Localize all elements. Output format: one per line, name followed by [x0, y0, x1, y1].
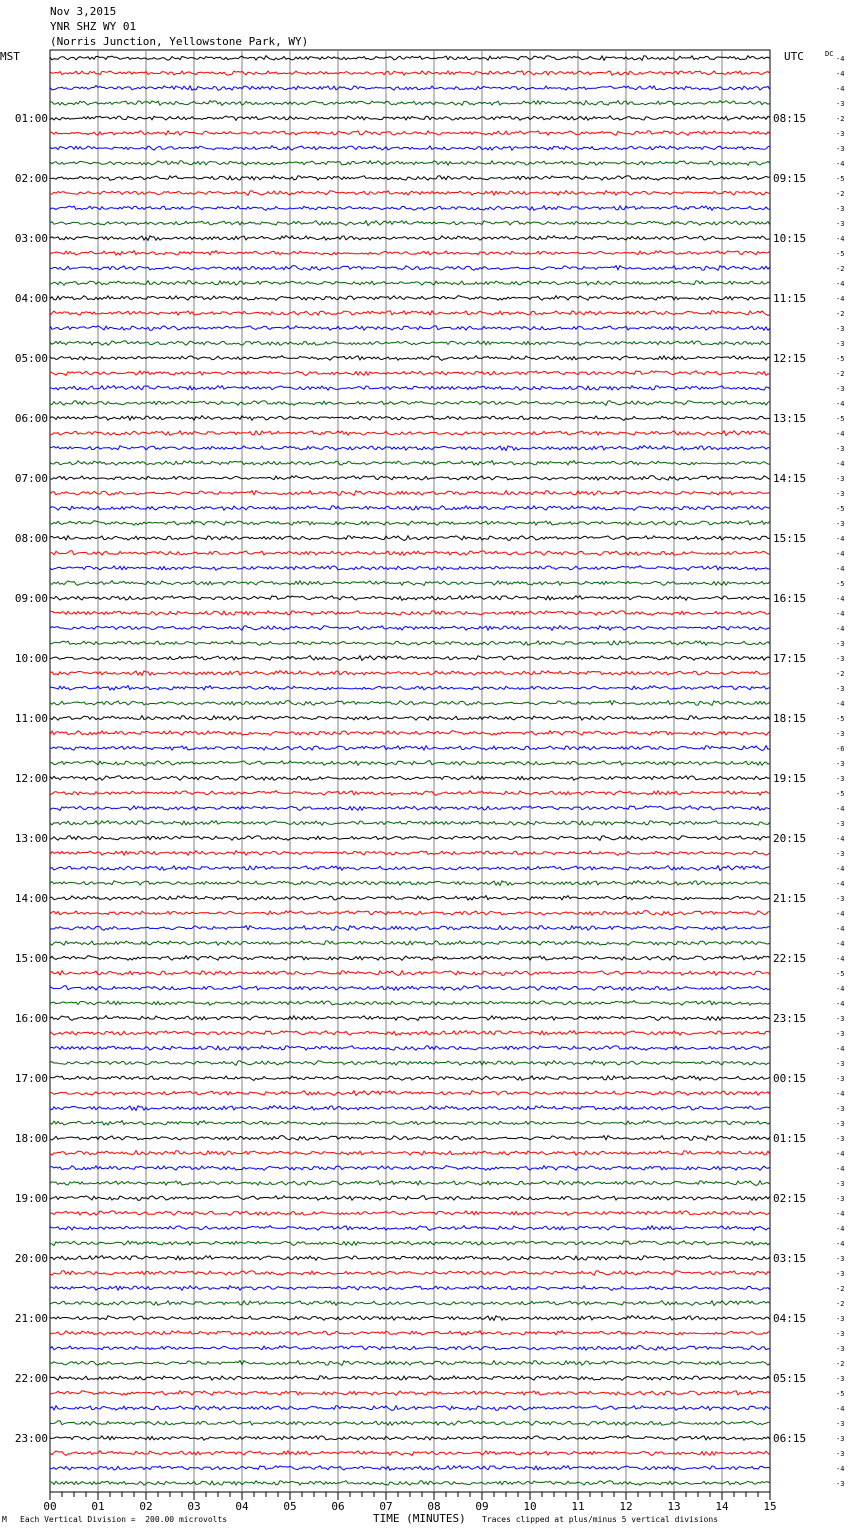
x-tick-label: 08 — [427, 1500, 441, 1513]
mst-hour-label: 07:00 — [14, 472, 48, 485]
mst-hour-label: 19:00 — [14, 1192, 48, 1205]
mst-hour-label: 16:00 — [14, 1012, 48, 1025]
dc-offset-label: -4 — [836, 865, 845, 873]
seismic-trace — [50, 536, 770, 541]
mst-hour-label: 14:00 — [14, 892, 48, 905]
seismic-trace — [50, 581, 770, 586]
seismic-trace — [50, 311, 770, 316]
dc-offset-label: -4 — [836, 985, 845, 993]
seismic-trace — [50, 386, 770, 391]
mst-hour-label: 06:00 — [14, 412, 48, 425]
dc-offset-label: -2 — [836, 1360, 845, 1368]
x-tick-label: 03 — [187, 1500, 201, 1513]
seismic-trace — [50, 746, 770, 751]
seismic-trace — [50, 101, 770, 106]
seismic-trace — [50, 626, 770, 631]
seismic-trace — [50, 1241, 770, 1246]
seismic-trace — [50, 1001, 770, 1006]
seismic-trace — [50, 191, 770, 196]
dc-offset-label: -4 — [836, 910, 845, 918]
dc-offset-label: -2 — [836, 1300, 845, 1308]
dc-offset-label: -2 — [836, 115, 845, 123]
seismic-trace — [50, 161, 770, 166]
corner-mark: M — [2, 1515, 7, 1524]
mst-hour-label: 22:00 — [14, 1372, 48, 1385]
seismic-trace — [50, 881, 770, 886]
x-tick-label: 13 — [667, 1500, 681, 1513]
dc-offset-label: -4 — [836, 1150, 845, 1158]
dc-offset-label: -4 — [836, 610, 845, 618]
dc-offset-label: -2 — [836, 1285, 845, 1293]
utc-hour-label: 22:15 — [773, 952, 807, 965]
x-tick-label: 05 — [283, 1500, 297, 1513]
utc-hour-label: 14:15 — [773, 472, 807, 485]
dc-offset-label: -3 — [836, 490, 845, 498]
seismic-trace — [50, 911, 770, 916]
seismic-trace — [50, 566, 770, 571]
dc-offset-label: -4 — [836, 55, 845, 63]
dc-offset-label: -3 — [836, 325, 845, 333]
seismic-trace — [50, 656, 770, 661]
utc-hour-label: 16:15 — [773, 592, 807, 605]
seismic-trace — [50, 1016, 770, 1021]
dc-offset-label: -3 — [836, 1270, 845, 1278]
seismic-trace — [50, 866, 770, 871]
seismic-trace — [50, 551, 770, 556]
seismic-trace — [50, 986, 770, 991]
seismic-trace — [50, 1331, 770, 1336]
seismic-trace — [50, 431, 770, 436]
dc-offset-label: -4 — [836, 70, 845, 78]
dc-offset-label: -3 — [836, 850, 845, 858]
x-tick-label: 14 — [715, 1500, 729, 1513]
seismic-trace — [50, 1106, 770, 1111]
seismic-trace — [50, 686, 770, 690]
seismic-trace — [50, 401, 770, 406]
seismic-trace — [50, 1136, 770, 1141]
dc-offset-label: -2 — [836, 310, 845, 318]
utc-hour-label: 11:15 — [773, 292, 807, 305]
dc-offset-label: -3 — [836, 340, 845, 348]
seismic-trace — [50, 716, 770, 721]
x-tick-label: 15 — [763, 1500, 777, 1513]
seismic-trace — [50, 1466, 770, 1471]
seismic-trace — [50, 1406, 770, 1411]
seismic-trace — [50, 266, 770, 271]
seismic-trace — [50, 56, 770, 61]
dc-offset-label: -3 — [836, 1135, 845, 1143]
seismic-trace — [50, 221, 770, 226]
utc-hour-label: 13:15 — [773, 412, 807, 425]
dc-offset-label: -2 — [836, 670, 845, 678]
seismic-trace — [50, 1121, 770, 1125]
dc-offset-label: -3 — [836, 1195, 845, 1203]
seismic-trace — [50, 671, 770, 676]
mst-hour-label: 09:00 — [14, 592, 48, 605]
station-label: YNR SHZ WY 01 — [50, 20, 137, 33]
mst-hour-label: 02:00 — [14, 172, 48, 185]
seismic-trace — [50, 1091, 770, 1096]
utc-hour-label: 17:15 — [773, 652, 807, 665]
x-tick-label: 10 — [523, 1500, 537, 1513]
dc-offset-label: -3 — [836, 685, 845, 693]
dc-offset-label: -5 — [836, 790, 845, 798]
mst-hour-label: 18:00 — [14, 1132, 48, 1145]
seismic-trace — [50, 1436, 770, 1441]
x-tick-label: 06 — [331, 1500, 345, 1513]
dc-offset-label: -3 — [836, 1435, 845, 1443]
seismic-trace — [50, 836, 770, 841]
dc-offset-label: -4 — [836, 460, 845, 468]
seismic-trace — [50, 731, 770, 736]
utc-hour-label: 06:15 — [773, 1432, 807, 1445]
utc-hour-label: 03:15 — [773, 1252, 807, 1265]
seismic-trace — [50, 461, 770, 466]
dc-offset-label: -4 — [836, 235, 845, 243]
date-label: Nov 3,2015 — [50, 5, 117, 18]
seismic-trace — [50, 491, 770, 496]
dc-offset-label: -5 — [836, 250, 845, 258]
dc-offset-label: -5 — [836, 415, 845, 423]
dc-offset-label: -4 — [836, 1045, 845, 1053]
utc-hour-label: 01:15 — [773, 1132, 807, 1145]
dc-offset-label: -4 — [836, 1165, 845, 1173]
x-tick-label: 09 — [475, 1500, 489, 1513]
dc-offset-label: -5 — [836, 970, 845, 978]
utc-hour-label: 23:15 — [773, 1012, 807, 1025]
mst-hour-label: 11:00 — [14, 712, 48, 725]
dc-offset-label: -3 — [836, 655, 845, 663]
utc-hour-label: 20:15 — [773, 832, 807, 845]
dc-offset-label: -4 — [836, 400, 845, 408]
mst-hour-label: 21:00 — [14, 1312, 48, 1325]
dc-offset-label: -3 — [836, 145, 845, 153]
dc-offset-label: -4 — [836, 955, 845, 963]
seismic-trace — [50, 851, 770, 856]
seismic-trace — [50, 506, 770, 511]
seismic-trace — [50, 896, 770, 901]
mst-hour-label: 01:00 — [14, 112, 48, 125]
plot-frame — [50, 50, 770, 1492]
mst-label: MST — [0, 50, 20, 63]
utc-hour-label: 21:15 — [773, 892, 807, 905]
seismic-trace — [50, 356, 770, 361]
dc-offset-label: -4 — [836, 430, 845, 438]
dc-offset-label: -4 — [836, 280, 845, 288]
seismic-trace — [50, 476, 770, 481]
seismic-trace — [50, 521, 770, 526]
dc-offset-label: -4 — [836, 700, 845, 708]
utc-hour-label: 02:15 — [773, 1192, 807, 1205]
dc-offset-label: -4 — [836, 1225, 845, 1233]
dc-offset-label: -3 — [836, 1345, 845, 1353]
mst-hour-label: 23:00 — [14, 1432, 48, 1445]
clip-note: Traces clipped at plus/minus 5 vertical divisions — [482, 1515, 719, 1524]
seismic-trace — [50, 761, 770, 766]
dc-offset-label: -4 — [836, 835, 845, 843]
dc-offset-label: -5 — [836, 715, 845, 723]
dc-offset-label: -3 — [836, 100, 845, 108]
dc-offset-label: -3 — [836, 205, 845, 213]
seismic-trace — [50, 701, 770, 706]
mst-hour-label: 03:00 — [14, 232, 48, 245]
seismic-trace — [50, 326, 770, 331]
seismic-trace — [50, 1451, 770, 1456]
utc-hour-label: 18:15 — [773, 712, 807, 725]
seismic-trace — [50, 116, 770, 121]
seismic-trace — [50, 1346, 770, 1351]
seismic-trace — [50, 206, 770, 211]
dc-offset-label: -4 — [836, 85, 845, 93]
dc-offset-label: -3 — [836, 820, 845, 828]
seismic-trace — [50, 146, 770, 151]
dc-offset-label: -6 — [836, 745, 845, 753]
dc-offset-label: -4 — [836, 535, 845, 543]
dc-offset-label: -2 — [836, 265, 845, 273]
dc-offset-label: -4 — [836, 1210, 845, 1218]
seismic-trace — [50, 176, 770, 181]
seismic-trace — [50, 371, 770, 376]
utc-hour-label: 12:15 — [773, 352, 807, 365]
dc-offset-label: -3 — [836, 1255, 845, 1263]
dc-offset-label: -5 — [836, 1390, 845, 1398]
utc-hour-label: 00:15 — [773, 1072, 807, 1085]
dc-offset-label: -4 — [836, 1405, 845, 1413]
dc-offset-label: -4 — [836, 625, 845, 633]
utc-hour-label: 10:15 — [773, 232, 807, 245]
dc-offset-label: -3 — [836, 445, 845, 453]
scale-note: Each Vertical Division = 200.00 microvolts — [20, 1515, 228, 1524]
dc-offset-label: -4 — [836, 550, 845, 558]
seismic-trace — [50, 806, 770, 811]
seismic-trace — [50, 641, 770, 646]
dc-offset-label: -5 — [836, 505, 845, 513]
dc-offset-label: -5 — [836, 175, 845, 183]
seismic-trace — [50, 791, 770, 796]
dc-offset-label: -3 — [836, 1180, 845, 1188]
mst-hour-label: 05:00 — [14, 352, 48, 365]
seismic-trace — [50, 941, 770, 946]
dc-offset-label: -3 — [836, 1375, 845, 1383]
utc-label: UTC — [784, 50, 804, 63]
x-tick-label: 07 — [379, 1500, 393, 1513]
dc-offset-label: -3 — [836, 1060, 845, 1068]
seismic-trace — [50, 1481, 770, 1486]
dc-offset-label: -3 — [836, 1105, 845, 1113]
utc-hour-label: 19:15 — [773, 772, 807, 785]
dc-offset-label: -3 — [836, 640, 845, 648]
seismic-trace — [50, 1376, 770, 1381]
dc-offset-label: -4 — [836, 565, 845, 573]
dc-offset-label: -3 — [836, 1480, 845, 1488]
x-tick-label: 04 — [235, 1500, 249, 1513]
seismic-trace — [50, 596, 770, 601]
seismic-trace — [50, 611, 770, 616]
dc-offset-label: -3 — [836, 1450, 845, 1458]
seismic-trace — [50, 1046, 770, 1051]
dc-offset-label: -4 — [836, 1090, 845, 1098]
mst-hour-label: 13:00 — [14, 832, 48, 845]
dc-offset-label: -3 — [836, 1015, 845, 1023]
seismic-trace — [50, 776, 770, 780]
utc-hour-label: 04:15 — [773, 1312, 807, 1325]
seismic-trace — [50, 296, 770, 301]
dc-offset-label: -4 — [836, 160, 845, 168]
mst-hour-label: 20:00 — [14, 1252, 48, 1265]
dc-offset-label: -3 — [836, 385, 845, 393]
seismic-trace — [50, 131, 770, 136]
seismic-trace — [50, 341, 770, 345]
seismic-trace — [50, 1361, 770, 1366]
dc-offset-label: -3 — [836, 760, 845, 768]
mst-hour-label: 10:00 — [14, 652, 48, 665]
seismic-trace — [50, 1166, 770, 1171]
mst-hour-label: 17:00 — [14, 1072, 48, 1085]
seismic-trace — [50, 1151, 770, 1156]
seismic-trace — [50, 956, 770, 961]
utc-hour-label: 09:15 — [773, 172, 807, 185]
dc-offset-label: -4 — [836, 925, 845, 933]
dc-offset-label: -4 — [836, 805, 845, 813]
seismic-trace — [50, 1421, 770, 1426]
seismic-trace — [50, 446, 770, 451]
x-tick-label: 11 — [571, 1500, 585, 1513]
dc-offset-label: -3 — [836, 1315, 845, 1323]
dc-offset-label: -3 — [836, 775, 845, 783]
x-tick-label: 01 — [91, 1500, 105, 1513]
dc-offset-label: -5 — [836, 355, 845, 363]
dc-offset-label: -4 — [836, 880, 845, 888]
seismic-trace — [50, 1076, 770, 1081]
x-tick-label: 02 — [139, 1500, 153, 1513]
seismic-trace — [50, 71, 770, 76]
dc-offset-label: -4 — [836, 595, 845, 603]
utc-hour-label: 05:15 — [773, 1372, 807, 1385]
dc-offset-label: -3 — [836, 895, 845, 903]
seismic-trace — [50, 926, 770, 931]
dc-offset-label: -3 — [836, 730, 845, 738]
seismic-trace — [50, 821, 770, 826]
seismic-trace — [50, 1316, 770, 1321]
seismic-trace — [50, 1256, 770, 1261]
dc-offset-label: -3 — [836, 475, 845, 483]
dc-offset-label: -3 — [836, 1330, 845, 1338]
dc-offset-label: -3 — [836, 130, 845, 138]
x-axis-title: TIME (MINUTES) — [373, 1512, 466, 1525]
seismic-trace — [50, 416, 770, 421]
seismic-trace — [50, 971, 770, 976]
dc-offset-label: -2 — [836, 370, 845, 378]
dc-label: DC — [825, 50, 834, 58]
seismic-trace — [50, 1181, 770, 1186]
dc-offset-label: -3 — [836, 520, 845, 528]
dc-offset-label: -2 — [836, 190, 845, 198]
utc-hour-label: 08:15 — [773, 112, 807, 125]
seismic-trace — [50, 281, 770, 286]
seismic-trace — [50, 236, 770, 241]
seismic-trace — [50, 1226, 770, 1231]
dc-offset-label: -4 — [836, 1465, 845, 1473]
dc-offset-label: -4 — [836, 1240, 845, 1248]
dc-offset-label: -4 — [836, 295, 845, 303]
seismic-trace — [50, 1286, 770, 1291]
seismic-trace — [50, 1031, 770, 1036]
dc-offset-label: -3 — [836, 220, 845, 228]
dc-offset-label: -3 — [836, 1030, 845, 1038]
dc-offset-label: -3 — [836, 1420, 845, 1428]
seismic-trace — [50, 86, 770, 91]
seismic-trace — [50, 1301, 770, 1306]
seismic-trace — [50, 1061, 770, 1066]
dc-offset-label: -3 — [836, 1075, 845, 1083]
seismic-trace — [50, 1196, 770, 1201]
seismic-trace — [50, 1211, 770, 1215]
dc-offset-label: -5 — [836, 580, 845, 588]
x-tick-label: 00 — [43, 1500, 57, 1513]
seismic-trace — [50, 251, 770, 255]
mst-hour-label: 08:00 — [14, 532, 48, 545]
location-label: (Norris Junction, Yellowstone Park, WY) — [50, 35, 309, 48]
mst-hour-label: 04:00 — [14, 292, 48, 305]
seismic-trace — [50, 1391, 770, 1396]
dc-offset-label: -3 — [836, 1120, 845, 1128]
seismic-trace — [50, 1271, 770, 1276]
dc-offset-label: -4 — [836, 1000, 845, 1008]
dc-offset-label: -4 — [836, 940, 845, 948]
x-tick-label: 12 — [619, 1500, 633, 1513]
mst-hour-label: 15:00 — [14, 952, 48, 965]
utc-hour-label: 15:15 — [773, 532, 807, 545]
mst-hour-label: 12:00 — [14, 772, 48, 785]
